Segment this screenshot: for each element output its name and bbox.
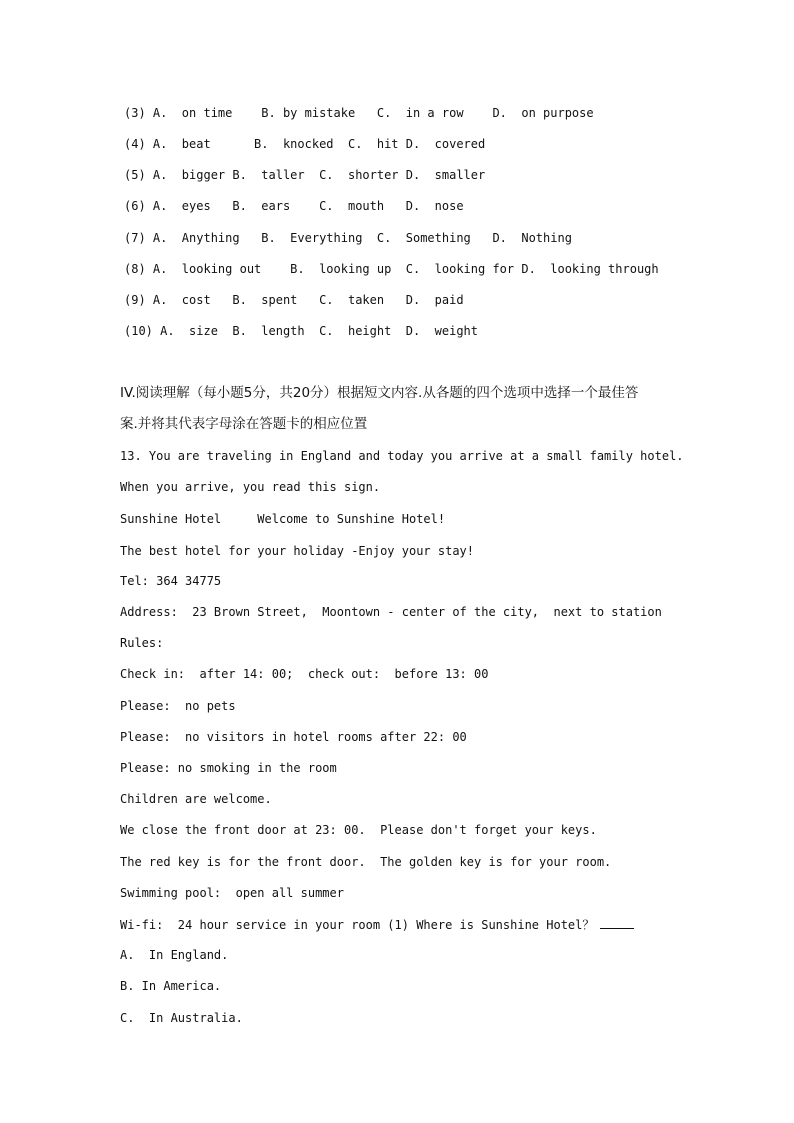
passage-line: When you arrive, you read this sign. — [120, 480, 381, 494]
sign-rule-visitors: Please: no visitors in hotel rooms after 22: 00 — [120, 730, 467, 744]
option-line-10: (10) A. size B. length C. height D. weight — [124, 324, 479, 338]
option-line-5: (5) A. bigger B. taller C. shorter D. smaller — [124, 168, 486, 182]
passage-intro: 13. You are traveling in England and today you arrive at a small family hotel. — [120, 449, 684, 463]
sign-rule-children: Children are welcome. — [120, 792, 272, 806]
option-line-7: (7) A. Anything B. Everything C. Something D. Nothing — [124, 231, 572, 245]
option-line-8: (8) A. looking out B. looking up C. looking for D. looking through — [124, 262, 659, 276]
option-line-4: (4) A. beat B. knocked C. hit D. covered — [124, 137, 486, 151]
section-heading-continued: 案.并将其代表字母涂在答题卡的相应位置 — [120, 416, 368, 432]
question-1-line — [120, 916, 634, 933]
answer-option-c: C. In Australia. — [120, 1011, 243, 1025]
option-line-9: (9) A. cost B. spent C. taken D. paid — [124, 293, 464, 307]
sign-address: Address: 23 Brown Street, Moontown - center of the city, next to station — [120, 605, 662, 619]
sign-title: Sunshine Hotel Welcome to Sunshine Hotel! — [120, 512, 446, 526]
answer-option-b: B. In America. — [120, 979, 222, 993]
question-1-text: Wi-fi: 24 hour service in your room (1) Where is Sunshine Hotel？ — [120, 918, 595, 932]
sign-rules-label: Rules: — [120, 636, 164, 650]
sign-slogan: The best hotel for your holiday -Enjoy your stay! — [120, 544, 475, 558]
sign-rule-front-door: We close the front door at 23: 00. Please don't forget your keys. — [120, 823, 597, 837]
sign-rule-smoking: Please: no smoking in the room — [120, 761, 337, 775]
option-line-3: (3) A. on time B. by mistake C. in a row D. on purpose — [124, 106, 594, 120]
sign-rule-keys: The red key is for the front door. The golden key is for your room. — [120, 855, 612, 869]
sign-rule-checkin: Check in: after 14: 00; check out: before 13: 00 — [120, 667, 489, 681]
answer-blank[interactable] — [600, 916, 634, 929]
sign-tel: Tel: 364 34775 — [120, 574, 222, 588]
sign-rule-pool: Swimming pool: open all summer — [120, 886, 344, 900]
answer-option-a: A. In England. — [120, 948, 229, 962]
sign-rule-pets: Please: no pets — [120, 699, 236, 713]
option-line-6: (6) A. eyes B. ears C. mouth D. nose — [124, 199, 464, 213]
section-heading: IV.阅读理解（每小题5分，共20分）根据短文内容.从各题的四个选项中选择一个最佳答 — [120, 385, 639, 401]
